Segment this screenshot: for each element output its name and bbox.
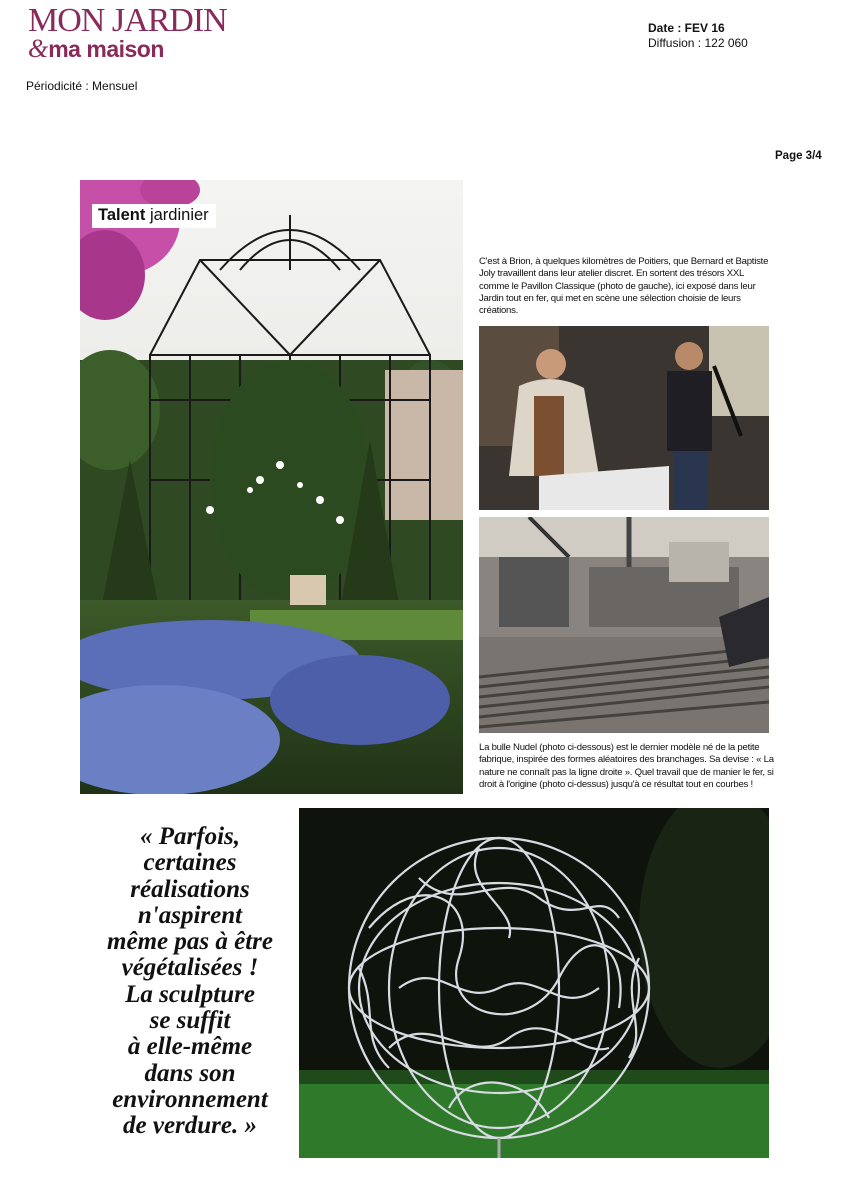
section-tag-bold: Talent bbox=[98, 206, 146, 224]
quote-line: à elle-même bbox=[127, 1033, 253, 1061]
workshop-portrait-photo bbox=[479, 326, 769, 510]
magazine-logo bbox=[28, 2, 238, 62]
quote-line: de verdure. » bbox=[123, 1112, 257, 1140]
quote-line: même pas à être bbox=[107, 928, 273, 956]
pavilion-photo bbox=[80, 180, 463, 794]
logo-title: MON JARDIN bbox=[28, 2, 227, 39]
quote-line: certaines bbox=[143, 849, 237, 877]
circulation: Diffusion : 122 060 bbox=[648, 36, 748, 50]
logo-subtitle-text: ma maison bbox=[48, 36, 164, 62]
publication-meta bbox=[648, 21, 748, 51]
logo-subtitle bbox=[28, 34, 164, 64]
page-number: Page 3/4 bbox=[775, 150, 822, 162]
quote-line: dans son bbox=[144, 1059, 236, 1087]
publication-date: Date : FEV 16 bbox=[648, 21, 725, 35]
caption-intro: C'est à Brion, à quelques kilomètres de Poitiers, que Bernard et Baptiste Joly travaillent dans leur atelier discret. En sortent des trésors XXL comme le Pavillon Classique (photo de gauche), ici exposé dans leur Jardin tout en fer, qui met en scène une sélection choisie de leurs créations. bbox=[479, 256, 769, 317]
section-tag-rest: jardinier bbox=[145, 206, 209, 224]
logo-ampersand: & bbox=[28, 34, 49, 63]
periodicity: Périodicité : Mensuel bbox=[26, 79, 138, 93]
quote-line: environnement bbox=[112, 1085, 268, 1113]
section-tag bbox=[92, 204, 216, 228]
quote-line: se suffit bbox=[149, 1007, 231, 1035]
quote-line: n'aspirent bbox=[137, 901, 243, 929]
caption-sculpture: La bulle Nudel (photo ci-dessous) est le dernier modèle né de la petite fabrique, inspirée des formes aléatoires des branchages. Sa devise : « La nature ne connaît pas la ligne droite ». Quel travail que de manier le fer, si droit à l'origine (photo ci-dessus) jusqu'à ce résultat tout en courbes ! bbox=[479, 742, 774, 790]
sculpture-photo bbox=[299, 808, 769, 1158]
pull-quote bbox=[92, 824, 288, 1140]
quote-line: La sculpture bbox=[125, 980, 255, 1008]
quote-line: végétalisées ! bbox=[121, 954, 259, 982]
workshop-interior-photo bbox=[479, 517, 769, 733]
quote-line: réalisations bbox=[130, 875, 250, 903]
quote-line: « Parfois, bbox=[140, 823, 240, 850]
